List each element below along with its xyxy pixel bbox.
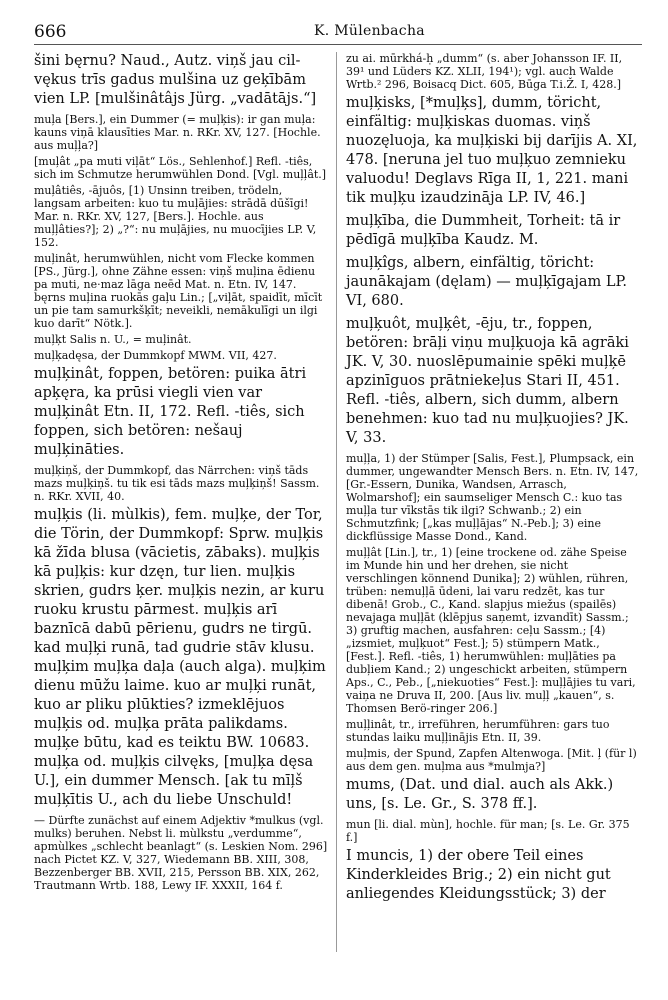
left-column — [34, 52, 328, 895]
dictionary-entry: muļķinât, foppen, betören: puika ātri apķęra, ka prūsi viegli vien var muļķinât Etn. II, 172. Refl. -tiês, sich foppen, sich betören: nešauj muļķināties. — [34, 366, 307, 458]
column-divider — [336, 52, 337, 952]
dictionary-entry: muļķība, die Dummheit, Torheit: tā ir pēdīgā muļķība Kaudz. M. — [346, 213, 621, 248]
dictionary-entry: muļķis (li. mùlkis), fem. muļķe, der Tor, die Törin, der Dummkopf: Sprw. muļķis kā žīda blusa (vācietis, zābaks). muļķis kā puļķis: kur dzęn, tur lien. muļķis skrien, gudrs ķer. muļķis nezin, ar kuru ruoku krustu pārmest. muļķis arī baznīcā dabū pērienu, gudrs ne tirgū. kad muļķi runā, tad gudrie stāv klusu. muļķim muļķa daļa (auch alga). muļķim dienu mūžu laime. kuo ar muļķi runāt, kuo ar pliku plūkties? izmeklējuos muļķis od. muļķa prāta palikdams. muļķe būtu, kad es teiktu BW. 10683. muļķa od. muļķis cilvęks, [muļķa dęsa U.], ein dummer Mensch. [ak tu mīļš muļķītis U., ach du liebe Unschuld! — [34, 507, 326, 808]
dictionary-entry: šini bęrnu? Naud., Autz. viņš jau cil-vękus trīs gadus mulšina uz geķībām vien LP. [mulšinâtâjs Jürg. „vadātājs.“] — [34, 53, 317, 107]
dictionary-entry: muļmis, der Spund, Zapfen Altenwoga. [Mit. ļ (für l) aus dem gen. muļma aus *mulmja?] — [346, 747, 637, 773]
page-header — [34, 22, 642, 45]
dictionary-entry: [muļât „pa muti viļāt“ Lös., Sehlenhof.] Refl. -tiês, sich im Schmutze herumwühlen Dond. [Vgl. muļļât.] — [34, 155, 327, 181]
dictionary-entry: I muncis, 1) der obere Teil eines Kinderkleides Brig.; 2) ein nicht gut anliegendes Kleidungsstück; 3) der — [346, 848, 611, 902]
dictionary-entry: mums, (Dat. und dial. auch als Akk.) uns, [s. Le. Gr., S. 378 ff.]. — [346, 777, 614, 812]
dictionary-entry: muļķuôt, muļķêt, -ēju, tr., foppen, betören: brāļi viņu muļķuoja kā agrāki JK. V, 30. nuoslēpumainie spēki muļķē apzinīguos prātniekeļus Stari II, 451. Refl. -tiês, albern, sich dumm, albern benehmen: kuo tad nu muļķuojies? JK. V, 33. — [346, 316, 629, 446]
dictionary-entry: mun [li. dial. mùn], hochle. für man; [s. Le. Gr. 375 f.] — [346, 818, 630, 844]
dictionary-entry: muļļa, 1) der Stümper [Salis, Fest.], Plumpsack, ein dummer, ungewandter Mensch Bers. n. Etn. IV, 147, [Gr.-Essern, Dunika, Wandsen, Arrasch, Wolmarshof]; ein saumseliger Mensch C.: kuo tas muļļa tur vīkstās tik ilgi? Schwanb.; 2) ein Schmutzfink; [„kas muļļājas“ N.-Peb.]; 3) eine dickflüssige Masse Dond., Kand. — [346, 452, 639, 543]
dictionary-entry: muļļinât, tr., irreführen, herumführen: gars tuo stundas laiku muļļinājis Etn. II, 39. — [346, 718, 610, 744]
dictionary-entry: muļķadęsa, der Dummkopf MWM. VII, 427. — [34, 349, 277, 362]
dictionary-entry: muļķîgs, albern, einfältig, töricht: jaunākajam (dęlam) — muļķīgajam LP. VI, 680. — [346, 255, 627, 309]
dictionary-entry: zu ai. mūrkhá-ḥ „dumm“ (s. aber Johansson IF. II, 39¹ und Lüders KZ. XLII, 194¹); vgl. auch Walde Wrtb.² 296, Boisacq Dict. 605, Būga T.i.Ž. I, 428.] — [346, 52, 623, 91]
dictionary-entry: — Dürfte zunächst auf einem Adjektiv *mulkus (vgl. mulks) beruhen. Nebst li. mùlkstu „verdumme“, apmùlkes „schlecht beanlagt“ (s. Leskien Nom. 296] nach Pictet KZ. V, 327, Wiedemann BB. XIII, 308, Bezzenberger BB. XVII, 215, Persson BB. XIX, 262, Trautmann Wrtb. 188, Lewy IF. XXXII, 164 f. — [34, 814, 328, 892]
dictionary-entry: muļķt Salis n. U., = muļinât. — [34, 333, 192, 346]
running-title: K. Mülenbacha — [314, 23, 425, 39]
page-number: 666 — [34, 22, 67, 42]
dictionary-entry: muļķiņš, der Dummkopf, das Närrchen: viņš tāds mazs muļķiņš. tu tik esi tāds mazs muļķiņš! Sassm. n. RKr. XVII, 40. — [34, 464, 320, 503]
dictionary-entry: muļinât, herumwühlen, nicht vom Flecke kommen [PS., Jürg.], ohne Zähne essen: viņš muļina ēdienu pa muti, ne·maz lāga neēd Mat. n. Etn. IV, 147. bęrns muļina ruokās gaļu Lin.; [„viļāt, spaidīt, mīcīt un pie tam samurkšķīt; neveikli, nemākulīgi un ilgi kuo darīt“ Nötk.]. — [34, 252, 323, 330]
dictionary-entry: muļa [Bers.], ein Dummer (= muļķis): ir gan muļa: kauns viņā klausīties Mar. n. RKr. XV, 127. [Hochle. aus muļļa?] — [34, 113, 321, 152]
dictionary-entry: muļķisks, [*muļķs], dumm, töricht, einfältig: muļķiskas duomas. viņš nuozęluoja, ka muļķiski bij darījis A. XI, 478. [neruna jel tuo muļķuo zemnieku valuodu! Deglavs Rīga II, 1, 221. mani tik muļķu izaudzināja LP. IV, 46.] — [346, 95, 638, 206]
dictionary-entry: muļļât [Lin.], tr., 1) [eine trockene od. zähe Speise im Munde hin und her drehen, sie nicht verschlingen könnend Dunika]; 2) wühlen, rühren, trüben: nemuļļā ūdeni, lai varu redzēt, kas tur dibenā! Grob., C., Kand. slapjus miežus (spailēs) nevajaga muļļāt (klēpjus saņemt, izvandīt) Sassm.; 3) gruftig machen, ausfahren: ceļu Sassm.; [4) „izsmiet, muļķuot“ Fest.]; 5) stümpern Matk., [Fest.]. Refl. -tiês, 1) herumwühlen: muļļāties pa dubļiem Kand.; 2) ungeschickt arbeiten, stümpern Aps., C., Peb., [„niekuoties“ Fest.]: muļļājies tu vari, vaiņa ne Druva II, 200. [Aus liv. muļļ „kauen“, s. Thomsen Berö-ringer 206.] — [346, 546, 636, 715]
dictionary-entry: muļâtiês, -ājuôs, [1) Unsinn treiben, trödeln, langsam arbeiten: kuo tu muļājies: strādā dūšīgi! Mar. n. RKr. XV, 127, [Bers.]. Hochle. aus muļļâties?]; 2) „?“: nu muļājies, nu muocījies LP. V, 152. — [34, 184, 317, 249]
right-column — [346, 52, 642, 908]
